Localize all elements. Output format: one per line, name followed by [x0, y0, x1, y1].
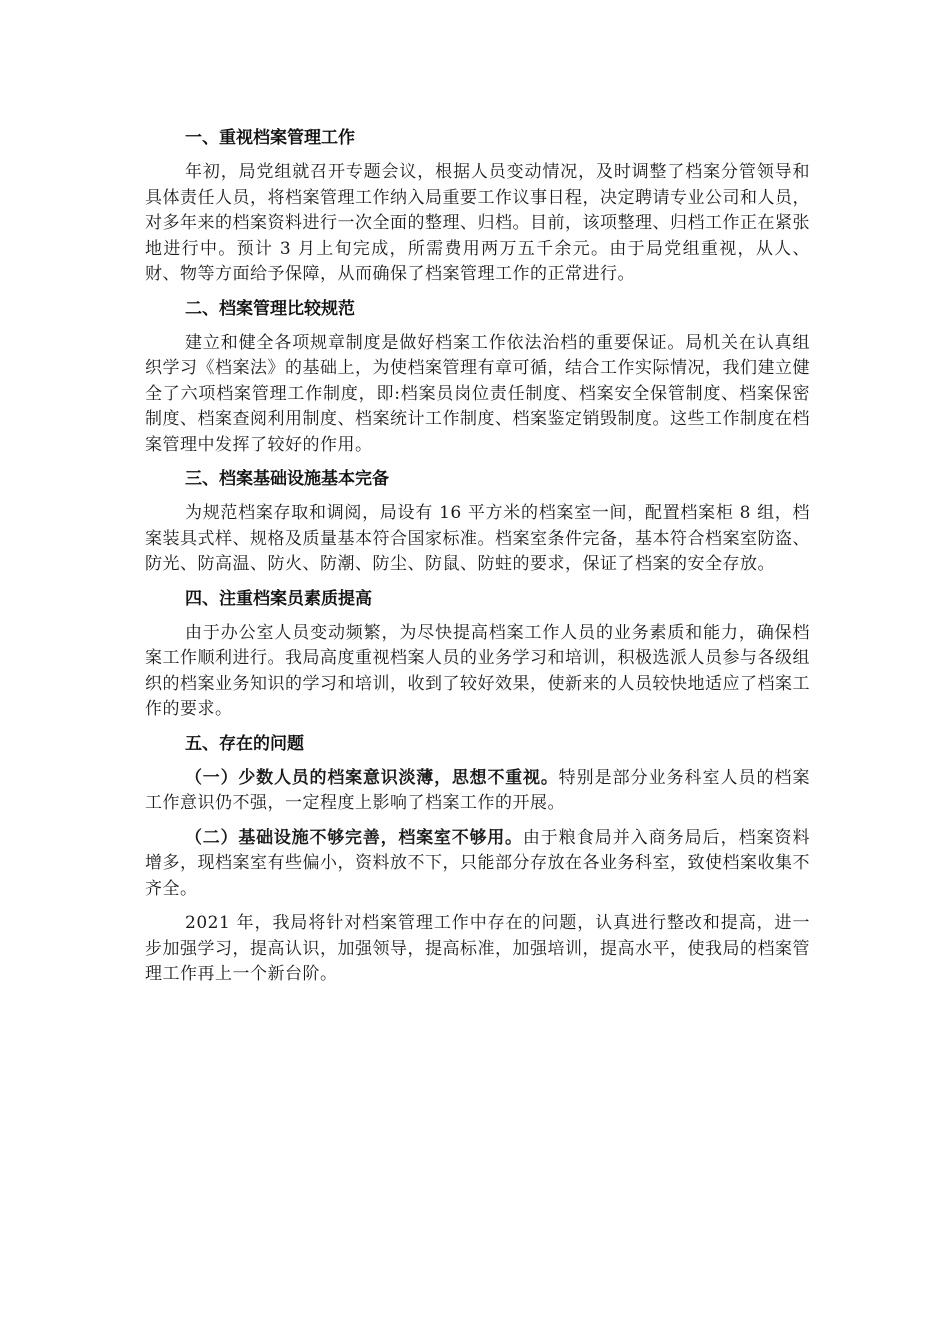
problem-paragraph-1 — [145, 766, 810, 817]
section-paragraph-4: 由于办公室人员变动频繁，为尽快提高档案工作人员的业务素质和能力，确保档案工作顺利进行。我局高度重视档案人员的业务学习和培训，积极选派人员参与各级组织的档案业务知识的学习和培训，收到了较好效果，使新来的人员较快地适应了档案工作的要求。 — [145, 622, 810, 719]
problem-lead-2: （二）基础设施不够完善，档案室不够用。 — [185, 827, 523, 848]
section-heading-2: 二、档案管理比较规范 — [185, 298, 355, 319]
section-paragraph-3: 为规范档案存取和调阅，局设有 16 平方米的档案室一间，配置档案柜 8 组，档案装具式样、规格及质量基本符合国家标准。档案室条件完备，基本符合档案室防盗、防光、防高温、防火、防潮、防尘、防鼠、防蛀的要求，保证了档案的安全存放。 — [145, 503, 810, 574]
problem-lead-1: （一）少数人员的档案意识淡薄，思想不重视。 — [185, 767, 559, 788]
section-heading-4: 四、注重档案员素质提高 — [185, 588, 372, 609]
section-heading-3: 三、档案基础设施基本完备 — [185, 469, 389, 489]
document-body — [145, 126, 810, 997]
closing-paragraph: 2021 年，我局将针对档案管理工作中存在的问题，认真进行整改和提高，进一步加强学习，提高认识，加强领导，提高标准，加强培训，提高水平，使我局的档案管理工作再上一个新台阶。 — [145, 913, 810, 984]
problem-paragraph-2 — [145, 826, 810, 903]
problem-text-2: 由于粮食局并入商务局后，档案资料增多，现档案室有些偏小，资料放不下，只能部分存放在各业务科室，致使档案收集不齐全。 — [145, 827, 811, 899]
section-heading-1: 一、重视档案管理工作 — [185, 128, 355, 148]
section-heading-5: 五、存在的问题 — [185, 733, 304, 754]
section-paragraph-1: 年初，局党组就召开专题会议，根据人员变动情况，及时调整了档案分管领导和具体责任人员，将档案管理工作纳入局重要工作议事日程，决定聘请专业公司和人员，对多年来的档案资料进行一次全面的整理、归档。目前，该项整理、归档工作正在紧张地进行中。预计 3 月上旬完成，所需费用两万五千余元。由于局党组重视，从人、财、物等方面给予保障，从而确保了档案管理工作的正常进行。 — [145, 162, 810, 284]
section-paragraph-2: 建立和健全各项规章制度是做好档案工作依法治档的重要保证。局机关在认真组织学习《档案法》的基础上，为使档案管理有章可循，结合工作实际情况，我们建立健全了六项档案管理工作制度，即:档案员岗位责任制度、档案安全保管制度、档案保密制度、档案查阅利用制度、档案统计工作制度、档案鉴定销毁制度。这些工作制度在档案管理中发挥了较好的作用。 — [145, 332, 810, 455]
problem-text-1: 特别是部分业务科室人员的档案工作意识仍不强，一定程度上影响了档案工作的开展。 — [145, 767, 810, 813]
